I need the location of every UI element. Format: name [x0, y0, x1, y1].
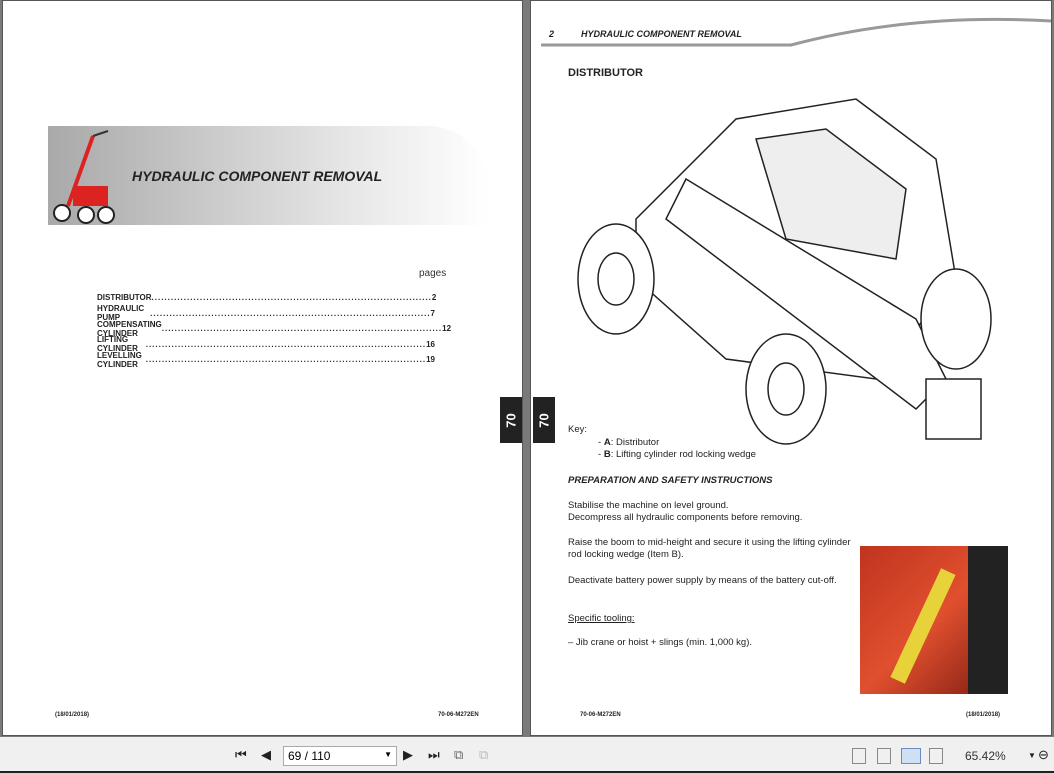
footer-date: (18/01/2018) [966, 712, 1001, 718]
paragraph: Deactivate battery power supply by means of the battery cut-off. [568, 575, 837, 586]
zoom-level[interactable]: 65.42% [965, 749, 1006, 763]
footer-code: 70-06-M272EN [438, 712, 479, 718]
first-page-icon[interactable]: ⏮ [235, 747, 247, 762]
toc-item[interactable]: LIFTING CYLINDER ....................................................................................... 16 [97, 335, 435, 354]
chapter-title: HYDRAULIC COMPONENT REMOVAL [132, 168, 383, 184]
toc-item[interactable]: DISTRIBUTOR ....................................................................................... 2 [97, 293, 437, 303]
toc-page: 12 [442, 324, 452, 334]
continuous-facing-view-icon[interactable] [929, 748, 943, 764]
telehandler-icon [48, 126, 128, 226]
key-item-a: - A: Distributor [598, 437, 660, 448]
toc-item[interactable]: LEVELLING CYLINDER ....................................................................................... 19 [97, 350, 435, 369]
right-page [530, 0, 1052, 736]
wedge-photo [860, 546, 1008, 694]
toc-page: 7 [430, 308, 435, 318]
header-title: HYDRAULIC COMPONENT REMOVAL [581, 29, 742, 39]
next-page-icon[interactable]: ▶ [403, 747, 413, 762]
toc-page: 2 [431, 293, 437, 303]
toc-label: LEVELLING CYLINDER [97, 350, 142, 369]
telehandler-illustration [576, 79, 996, 449]
page-number-input[interactable]: 69 / 110 ▼ [283, 746, 397, 766]
toc-label: COMPENSATING CYLINDER [97, 319, 162, 338]
viewer-toolbar [0, 737, 1054, 773]
tooling-item: – Jib crane or hoist + slings (min. 1,000 kg). [568, 637, 753, 648]
paragraph: Raise the boom to mid-height and secure it using the lifting cylinder [568, 537, 851, 548]
toc-label: LIFTING CYLINDER [97, 335, 138, 354]
toc-label: HYDRAULIC PUMP [97, 304, 145, 323]
page-dropdown-icon[interactable]: ▼ [384, 750, 392, 759]
paragraph: Stabilise the machine on level ground. [568, 500, 729, 511]
paragraph: Decompress all hydraulic components before removing. [568, 512, 803, 523]
toc-page: 16 [426, 339, 435, 349]
section-tab: 70 [533, 397, 555, 443]
single-page-view-icon[interactable] [852, 748, 866, 764]
continuous-view-icon[interactable] [877, 748, 891, 764]
next-view-icon[interactable]: ⧉ [479, 747, 489, 762]
toc-item[interactable]: HYDRAULIC PUMP ....................................................................................... 7 [97, 304, 435, 323]
header-number: 2 [549, 29, 555, 39]
pages-label: pages [419, 268, 447, 279]
last-page-icon[interactable]: ⏭ [428, 747, 440, 762]
section-tab: 70 [500, 397, 522, 443]
section-title: DISTRIBUTOR [568, 67, 643, 79]
chapter-banner [48, 126, 488, 225]
left-page [2, 0, 523, 736]
prep-title: PREPARATION AND SAFETY INSTRUCTIONS [568, 475, 773, 486]
facing-view-icon[interactable] [901, 748, 921, 764]
toc-label: DISTRIBUTOR [97, 293, 152, 303]
header-swoosh [531, 1, 1053, 51]
footer-code: 70-06-M272EN [580, 712, 621, 718]
key-label: Key: [568, 424, 588, 435]
previous-page-icon[interactable]: ◀ [261, 747, 271, 762]
zoom-dropdown-icon[interactable]: ▼ [1028, 751, 1036, 760]
toc-page: 19 [426, 355, 435, 365]
zoom-out-icon[interactable]: ⊖ [1038, 747, 1049, 762]
footer-date: (18/01/2018) [55, 712, 90, 718]
tooling-title: Specific tooling: [568, 613, 635, 624]
toc-item[interactable]: COMPENSATING CYLINDER ....................................................................................... 12 [97, 319, 452, 338]
previous-view-icon[interactable]: ⧉ [454, 747, 464, 762]
paragraph: rod locking wedge (Item B). [568, 549, 684, 560]
key-item-b: - B: Lifting cylinder rod locking wedge [598, 449, 756, 460]
table-of-contents [97, 290, 452, 369]
